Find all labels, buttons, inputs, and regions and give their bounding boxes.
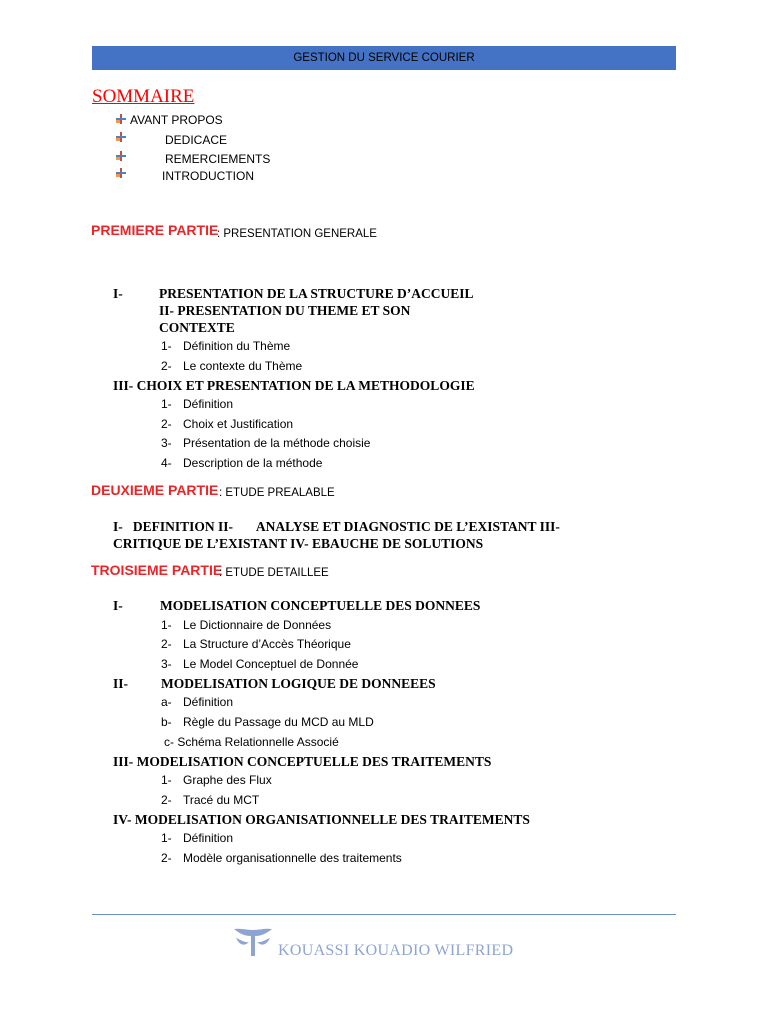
item-text: Présentation de la méthode choisie <box>183 436 371 450</box>
section-heading: CRITIQUE DE L’EXISTANT IV- EBAUCHE DE SOLUTIONS <box>113 536 484 551</box>
part-subtitle: : PRESENTATION GENERALE <box>217 228 377 240</box>
item-number: 2- <box>161 637 172 651</box>
sommaire-title: SOMMAIRE <box>92 86 195 107</box>
item-text: Définition <box>183 397 234 411</box>
section-heading: IV- MODELISATION ORGANISATIONNELLE DES TRAITEMENTS <box>113 812 530 827</box>
item-text: Graphe des Flux <box>183 773 272 787</box>
item-number: 2- <box>161 793 172 807</box>
bullet-icon <box>116 151 126 161</box>
item-number: b- <box>161 715 172 729</box>
item-text: Description de la méthode <box>183 456 323 470</box>
summary-item: DEDICACE <box>165 133 228 147</box>
summary-item: INTRODUCTION <box>162 169 254 183</box>
item-number: 3- <box>161 436 172 450</box>
section-heading: PRESENTATION DE LA STRUCTURE D’ACCUEIL <box>159 286 474 301</box>
section-heading: MODELISATION LOGIQUE DE DONNEEES <box>161 676 436 691</box>
section-heading: III- CHOIX ET PRESENTATION DE LA METHODOLOGIE <box>113 378 475 393</box>
bullet-icon <box>116 168 126 178</box>
part-title: PREMIERE PARTIE <box>91 222 219 238</box>
section-heading: CONTEXTE <box>159 320 235 335</box>
part-title: DEUXIEME PARTIE <box>91 482 219 498</box>
footer-divider <box>92 914 676 915</box>
item-number: 1- <box>161 339 172 353</box>
item-text: Tracé du MCT <box>183 793 260 807</box>
part-subtitle: : ETUDE PREALABLE <box>219 487 335 499</box>
part-title: TROISIEME PARTIE <box>91 562 223 578</box>
item-number: 2- <box>161 851 172 865</box>
section-number: II- <box>113 676 129 691</box>
section-number: I- <box>113 286 123 301</box>
summary-item: REMERCIEMENTS <box>165 152 271 166</box>
item-number: 1- <box>161 831 172 845</box>
section-heading: I- DEFINITION II- ANALYSE ET DIAGNOSTIC DE L’EXISTANT III- <box>113 519 560 534</box>
item-text: Modèle organisationnelle des traitements <box>183 851 402 865</box>
item-text: Le Model Conceptuel de Donnée <box>183 657 359 671</box>
section-number: I- <box>113 598 123 613</box>
logo-icon <box>232 926 274 960</box>
bullet-icon <box>116 132 126 142</box>
item-text: Le Dictionnaire de Données <box>183 618 332 632</box>
part-subtitle: : ETUDE DETAILLEE <box>219 567 329 579</box>
section-heading: III- MODELISATION CONCEPTUELLE DES TRAITEMENTS <box>113 754 492 769</box>
item-number: 4- <box>161 456 172 470</box>
document-title: GESTION DU SERVICE COURIER <box>293 52 475 64</box>
bullet-icon <box>116 114 126 124</box>
item-number: 1- <box>161 618 172 632</box>
item-number: 1- <box>161 397 172 411</box>
item-text: Choix et Justification <box>183 417 294 431</box>
item-text: Règle du Passage du MCD au MLD <box>183 715 374 729</box>
summary-item: AVANT PROPOS <box>130 113 223 127</box>
item-number: 2- <box>161 359 172 373</box>
author-name: KOUASSI KOUADIO WILFRIED <box>278 942 514 959</box>
item-number: 1- <box>161 773 172 787</box>
item-text: La Structure d’Accès Théorique <box>183 637 351 651</box>
item-text: Le contexte du Thème <box>183 359 303 373</box>
item-number: 3- <box>161 657 172 671</box>
item-number: 2- <box>161 417 172 431</box>
item-number: a- <box>161 695 172 709</box>
item-text: Définition du Thème <box>183 339 291 353</box>
item-text: Définition <box>183 831 234 845</box>
header-bar <box>92 46 676 70</box>
section-heading: MODELISATION CONCEPTUELLE DES DONNEES <box>160 598 481 613</box>
item-text: c- Schéma Relationnelle Associé <box>164 735 339 749</box>
section-heading: II- PRESENTATION DU THEME ET SON <box>159 303 411 318</box>
item-text: Définition <box>183 695 234 709</box>
